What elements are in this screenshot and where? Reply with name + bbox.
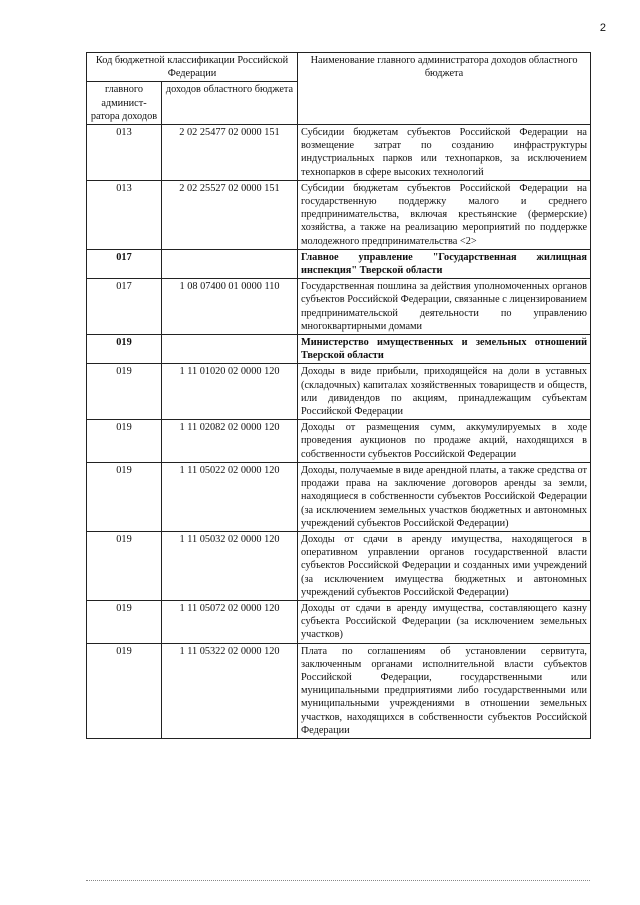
income-code-cell: 1 11 02082 02 0000 120 bbox=[162, 420, 298, 463]
admin-code-cell: 019 bbox=[87, 643, 162, 738]
administrator-name-cell: Доходы, получаемые в виде арендной платы, а также средства от продажи права на заключение договоров аренды за земли, находящиеся в собственности субъектов Российской Федерации (за исключением земельных участков бюджетных и автономных учреждений субъектов Российской Федерации) bbox=[298, 462, 591, 531]
table-row bbox=[87, 125, 591, 181]
administrator-name-cell: Государственная пошлина за действия уполномоченных органов субъектов Российской Федерации, связанные с лицензированием предпринимательской деятельности по управлению многоквартирными домами bbox=[298, 279, 591, 335]
table-row bbox=[87, 462, 591, 531]
administrator-name-cell: Субсидии бюджетам субъектов Российской Федерации на возмещение затрат по созданию инфраструктуры индустриальных парков или технопарков, за исключением технопарков в сфере высоких технологий bbox=[298, 125, 591, 181]
income-code-cell bbox=[162, 335, 298, 364]
administrator-name-cell: Плата по соглашениям об установлении сервитута, заключенным органами исполнительной власти субъектов Российской Федерации, государственными или муниципальными предприятиями либо государственными или муниципальными учреждениями в отношении земельных участков, находящихся в собственности субъектов Российской Федерации bbox=[298, 643, 591, 738]
table-row bbox=[87, 600, 591, 643]
admin-code-cell: 013 bbox=[87, 180, 162, 249]
table-row bbox=[87, 180, 591, 249]
table-header bbox=[87, 53, 591, 125]
income-code-cell: 1 11 05072 02 0000 120 bbox=[162, 600, 298, 643]
table-row bbox=[87, 420, 591, 463]
table-row bbox=[87, 531, 591, 600]
admin-code-cell: 019 bbox=[87, 600, 162, 643]
administrator-name-cell: Доходы от размещения сумм, аккумулируемых в ходе проведения аукционов по продаже акций, находящихся в собственности субъектов Российской Федерации bbox=[298, 420, 591, 463]
admin-code-cell: 017 bbox=[87, 279, 162, 335]
admin-code-cell: 019 bbox=[87, 364, 162, 420]
table-row bbox=[87, 364, 591, 420]
header-chief-administrator: главного админист-ратора доходов bbox=[87, 82, 162, 125]
administrator-name-cell: Главное управление "Государственная жилищная инспекция" Тверской области bbox=[298, 249, 591, 278]
table-row bbox=[87, 643, 591, 738]
header-regional-budget-income: доходов областного бюджета bbox=[162, 82, 298, 125]
header-administrator-name: Наименование главного администратора доходов областного бюджета bbox=[298, 53, 591, 125]
page-number: 2 bbox=[599, 22, 606, 34]
income-code-cell: 2 02 25477 02 0000 151 bbox=[162, 125, 298, 181]
income-code-cell: 1 11 05022 02 0000 120 bbox=[162, 462, 298, 531]
income-code-cell: 2 02 25527 02 0000 151 bbox=[162, 180, 298, 249]
income-code-cell: 1 11 05322 02 0000 120 bbox=[162, 643, 298, 738]
income-code-cell bbox=[162, 249, 298, 278]
admin-code-cell: 019 bbox=[87, 420, 162, 463]
administrator-name-cell: Субсидии бюджетам субъектов Российской Федерации на государственную поддержку малого и среднего предпринимательства, включая крестьянские (фермерские) хозяйства, а также на реализацию мероприятий по поддержке молодежного предпринимательства <2> bbox=[298, 180, 591, 249]
administrator-name-cell: Доходы от сдачи в аренду имущества, составляющего казну субъекта Российской Федерации (за исключением земельных участков) bbox=[298, 600, 591, 643]
header-classification-code: Код бюджетной классификации Российской Федерации bbox=[87, 53, 298, 82]
income-code-cell: 1 08 07400 01 0000 110 bbox=[162, 279, 298, 335]
table-row bbox=[87, 279, 591, 335]
table-row bbox=[87, 335, 591, 364]
admin-code-cell: 019 bbox=[87, 531, 162, 600]
table-body bbox=[87, 125, 591, 739]
administrator-name-cell: Министерство имущественных и земельных отношений Тверской области bbox=[298, 335, 591, 364]
budget-classification-table bbox=[86, 52, 591, 739]
administrator-name-cell: Доходы от сдачи в аренду имущества, находящегося в оперативном управлении органов государственной власти субъектов Российской Федерации и созданных ими учреждений (за исключением имущества бюджетных и автономных учреждений субъектов Российской Федерации) bbox=[298, 531, 591, 600]
admin-code-cell: 019 bbox=[87, 335, 162, 364]
income-code-cell: 1 11 01020 02 0000 120 bbox=[162, 364, 298, 420]
admin-code-cell: 013 bbox=[87, 125, 162, 181]
administrator-name-cell: Доходы в виде прибыли, приходящейся на доли в уставных (складочных) капиталах хозяйственных товариществ и обществ, или дивидендов по акциям, принадлежащим субъектам Российской Федерации bbox=[298, 364, 591, 420]
admin-code-cell: 019 bbox=[87, 462, 162, 531]
page-bottom-divider bbox=[86, 880, 590, 881]
admin-code-cell: 017 bbox=[87, 249, 162, 278]
table-row bbox=[87, 249, 591, 278]
income-code-cell: 1 11 05032 02 0000 120 bbox=[162, 531, 298, 600]
